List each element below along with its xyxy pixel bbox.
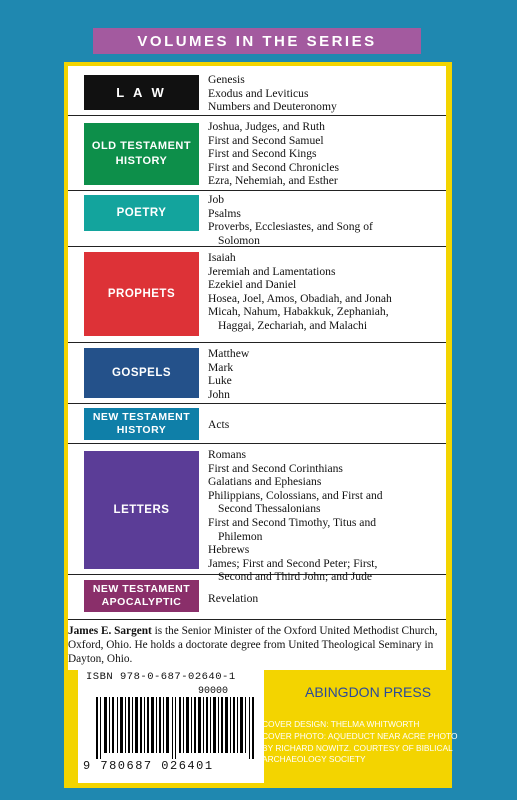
book-item: Joshua, Judges, and Ruth xyxy=(208,120,325,133)
ean-number: 9 780687 026401 xyxy=(83,759,214,773)
book-item: Psalms xyxy=(208,206,241,220)
book-item: Exodus and Leviticus xyxy=(208,86,309,100)
credit-line: COVER PHOTO: AQUEDUCT NEAR ACRE PHOTO xyxy=(262,730,458,741)
book-item: Philemon xyxy=(218,529,263,543)
row-new-testament-history xyxy=(68,404,446,444)
category-label-new-testament-history: NEW TESTAMENT HISTORY xyxy=(84,408,199,440)
book-item: Proverbs, Ecclesiastes, and Song of xyxy=(208,220,373,234)
barcode-icon xyxy=(96,697,256,759)
book-item: Matthew xyxy=(208,347,250,360)
book-item: Philippians, Colossians, and First and xyxy=(208,488,383,502)
book-item: Job xyxy=(208,193,225,206)
cover-credits xyxy=(262,719,512,766)
category-label-poetry: POETRY xyxy=(84,195,199,231)
book-item: Solomon xyxy=(218,233,260,247)
author-bio xyxy=(68,624,448,666)
category-label-letters: LETTERS xyxy=(84,451,199,569)
row-gospels xyxy=(68,343,446,404)
book-item: James; First and Second Peter; First, xyxy=(208,556,378,570)
book-list-prophets xyxy=(208,251,440,333)
credit-line: COVER DESIGN: THELMA WHITWORTH xyxy=(262,719,420,729)
book-list-poetry xyxy=(208,193,440,247)
publisher-name: ABINGDON PRESS xyxy=(305,684,432,700)
book-item: Ezra, Nehemiah, and Esther xyxy=(208,174,338,188)
book-item: Romans xyxy=(208,448,247,461)
book-item: First and Second Samuel xyxy=(208,133,324,147)
author-bio-text: is the Senior Minister of the Oxford United Methodist Church, Oxford, Ohio. He holds a doctorate degree from United Theological Seminary in Dayton, Ohio. xyxy=(68,625,438,665)
table-bottom-rule xyxy=(68,619,446,620)
book-list-gospels xyxy=(208,347,440,401)
row-new-testament-apocalyptic xyxy=(68,575,446,619)
book-item: Revelation xyxy=(208,592,259,605)
credit-line: BY RICHARD NOWITZ. COURTESY OF BIBLICAL xyxy=(262,742,453,753)
book-list-letters xyxy=(208,448,440,584)
row-letters xyxy=(68,444,446,584)
book-item: Hebrews xyxy=(208,543,250,557)
series-banner: VOLUMES IN THE SERIES xyxy=(93,28,421,54)
book-item: Micah, Nahum, Habakkuk, Zephaniah, xyxy=(208,305,389,319)
book-item: John xyxy=(208,387,230,401)
book-item: Second Thessalonians xyxy=(218,502,321,516)
book-list-new-testament-apocalyptic xyxy=(208,592,440,606)
book-item: Acts xyxy=(208,418,230,431)
book-list-new-testament-history xyxy=(208,418,440,432)
book-item: Ezekiel and Daniel xyxy=(208,278,297,292)
book-item: First and Second Chronicles xyxy=(208,160,340,174)
book-item: Numbers and Deuteronomy xyxy=(208,100,337,114)
category-label-gospels: GOSPELS xyxy=(84,348,199,398)
credit-line: ARCHAEOLOGY SOCIETY xyxy=(262,754,366,765)
book-item: Mark xyxy=(208,360,234,374)
book-item: Second and Third John; and Jude xyxy=(218,570,373,584)
row-prophets xyxy=(68,247,446,343)
book-item: Hosea, Joel, Amos, Obadiah, and Jonah xyxy=(208,291,392,305)
category-label-new-testament-apocalyptic: NEW TESTAMENT APOCALYPTIC xyxy=(84,580,199,612)
row-old-testament-history xyxy=(68,116,446,191)
book-item: Jeremiah and Lamentations xyxy=(208,264,336,278)
category-label-law: L A W xyxy=(84,75,199,110)
author-name: James E. Sargent xyxy=(68,625,152,637)
book-list-old-testament-history xyxy=(208,120,440,188)
category-label-old-testament-history: OLD TESTAMENT HISTORY xyxy=(84,123,199,185)
book-item: Isaiah xyxy=(208,251,236,264)
book-item: Luke xyxy=(208,374,232,388)
book-list-law xyxy=(208,73,440,114)
book-item: Genesis xyxy=(208,73,245,86)
isbn-number: ISBN 978-0-687-02640-1 xyxy=(86,671,236,683)
volumes-table xyxy=(68,66,446,670)
row-poetry xyxy=(68,191,446,247)
book-item: First and Second Corinthians xyxy=(208,461,343,475)
category-label-prophets: PROPHETS xyxy=(84,252,199,336)
book-item: First and Second Timothy, Titus and xyxy=(208,515,377,529)
row-law xyxy=(68,66,446,116)
book-item: First and Second Kings xyxy=(208,147,317,161)
price-code: 90000 xyxy=(198,686,229,697)
book-item: Haggai, Zechariah, and Malachi xyxy=(218,318,368,332)
book-item: Galatians and Ephesians xyxy=(208,475,322,489)
